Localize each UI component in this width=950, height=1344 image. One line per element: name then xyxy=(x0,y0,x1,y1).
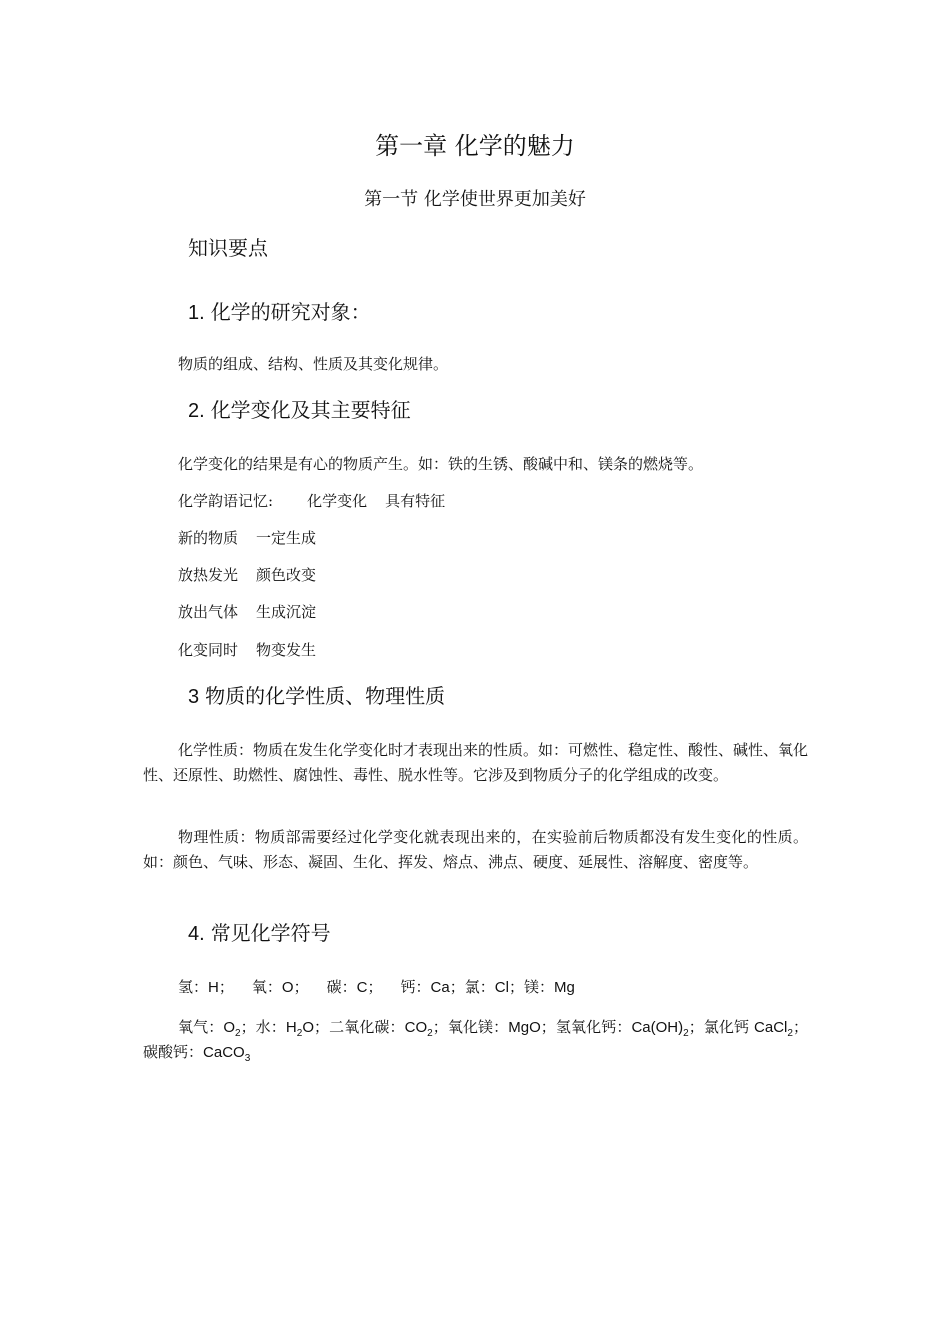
mnemonic-line xyxy=(178,563,316,587)
section-title-text: 常见化学符号 xyxy=(210,921,331,945)
compound-carbon-dioxide: 二氧化碳：$CO_2$； xyxy=(329,1018,448,1039)
element-entry: 钙：Ca； xyxy=(400,978,465,996)
mnemonic-column-1: 化学变化 xyxy=(307,492,368,510)
section-number: 4. xyxy=(188,923,205,945)
compound-calcium-carbonate: 碳酸钙：CaCO$_3$ xyxy=(143,1043,251,1064)
section-title: 第一节 化学使世界更加美好 xyxy=(364,189,586,210)
compound-water: 水：$H_2O$； xyxy=(255,1018,329,1039)
mnemonic-phrase: 生成沉淀 xyxy=(256,603,317,621)
mnemonic-line xyxy=(178,526,316,550)
section-2-heading xyxy=(188,394,411,427)
physical-property-paragraph: 物理性质：物质部需要经过化学变化就表现出来的，在实验前后物质都没有发生变化的性质。如：颜色、气味、形态、凝固、生化、挥发、熔点、沸点、硬度、延展性、溶解度、密度等。 xyxy=(143,828,808,871)
mnemonic-column-2: 具有特征 xyxy=(385,492,446,510)
mnemonic-label: 化学韵语记忆: xyxy=(178,492,274,510)
compound-formulas-paragraph xyxy=(143,1015,808,1065)
section-number: 3 xyxy=(188,686,200,708)
element-entry: 氧：O； xyxy=(251,978,309,996)
element-symbols-line xyxy=(178,975,575,1000)
mnemonic-phrase: 放出气体 xyxy=(178,603,239,621)
section-number: 2. xyxy=(188,400,205,422)
mnemonic-phrase: 一定生成 xyxy=(256,529,317,547)
mnemonic-phrase: 颜色改变 xyxy=(256,566,317,584)
element-entry: 碳：C； xyxy=(326,978,383,996)
section-2-body: 化学变化的结果是有心的物质产生。如：铁的生锈、酸碱中和、镁条的燃烧等。 xyxy=(178,455,704,473)
section-title-text: 化学变化及其主要特征 xyxy=(210,398,411,422)
mnemonic-line xyxy=(178,600,316,624)
element-entry: 氯：Cl； xyxy=(464,978,524,996)
block-heading: 知识要点 xyxy=(188,236,268,260)
mnemonic-header-row xyxy=(178,489,445,513)
mnemonic-phrase: 新的物质 xyxy=(178,529,239,547)
section-title-text: 物质的化学性质、物理性质 xyxy=(205,684,446,708)
compound-magnesium-oxide: 氧化镁：MgO； xyxy=(447,1018,556,1036)
compound-calcium-chloride: 氯化钙 CaCl$_2$； xyxy=(703,1018,808,1039)
section-number: 1. xyxy=(188,302,205,324)
section-4-heading xyxy=(188,917,331,950)
mnemonic-phrase: 化变同时 xyxy=(178,641,239,659)
mnemonic-phrase: 放热发光 xyxy=(178,566,239,584)
compound-calcium-hydroxide: 氢氧化钙：$Ca(OH)_2$； xyxy=(555,1018,704,1039)
mnemonic-phrase: 物变发生 xyxy=(256,641,317,659)
chapter-title: 第一章 化学的魅力 xyxy=(375,132,575,160)
element-entry: 镁：Mg xyxy=(523,978,575,996)
section-3-heading xyxy=(188,680,445,713)
compound-oxygen-gas: 氧气：$O_2$； xyxy=(178,1018,256,1039)
mnemonic-line xyxy=(178,638,316,662)
section-1-body: 物质的组成、结构、性质及其变化规律。 xyxy=(178,355,449,373)
section-title-text: 化学的研究对象： xyxy=(210,300,371,324)
section-1-heading xyxy=(188,296,371,329)
chemical-property-paragraph: 化学性质：物质在发生化学变化时才表现出来的性质。如：可燃性、稳定性、酸性、碱性、氧化性、还原性、助燃性、腐蚀性、毒性、脱水性等。它涉及到物质分子的化学组成的改变。 xyxy=(143,741,809,784)
element-entry: 氢：H； xyxy=(178,978,234,996)
